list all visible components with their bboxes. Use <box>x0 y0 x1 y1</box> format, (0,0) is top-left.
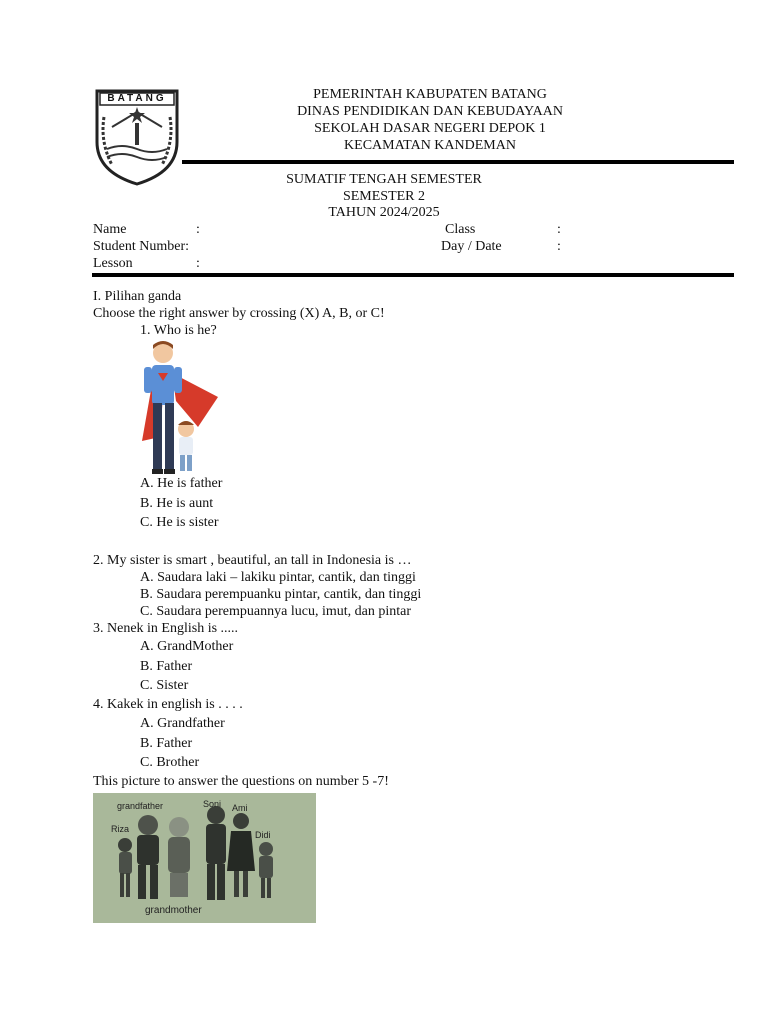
q3-option-b: B. Father <box>140 659 193 674</box>
header-divider <box>182 160 734 164</box>
q4-option-c: C. Brother <box>140 755 200 770</box>
label-ami: Ami <box>232 803 248 813</box>
q3-option-c: C. Sister <box>140 678 189 693</box>
section-heading: I. Pilihan ganda <box>93 289 182 304</box>
label-grandfather: grandfather <box>117 801 164 811</box>
q2-option-a: A. Saudara laki – lakiku pintar, cantik, dan tinggi <box>140 570 416 585</box>
student-number-label: Student Number: <box>93 239 190 254</box>
header-line-2: DINAS PENDIDIKAN DAN KEBUDAYAAN <box>297 104 563 119</box>
q4-option-a: A. Grandfather <box>140 716 225 731</box>
identity-divider <box>92 273 734 277</box>
day-date-label: Day / Date <box>441 239 502 254</box>
q2-option-c: C. Saudara perempuannya lucu, imut, dan pintar <box>140 604 411 619</box>
superhero-father-image <box>138 341 220 476</box>
question-2: 2. My sister is smart , beautiful, an tall in Indonesia is … <box>93 553 412 568</box>
q1-option-c: C. He is sister <box>140 515 219 530</box>
q4-option-b: B. Father <box>140 736 193 751</box>
q1-option-b: B. He is aunt <box>140 496 214 511</box>
class-label: Class <box>445 222 476 237</box>
question-1: 1. Who is he? <box>140 323 217 338</box>
label-riza: Riza <box>111 824 130 834</box>
logo-text: BATANG <box>107 93 167 104</box>
name-colon: : <box>196 222 200 237</box>
q3-option-a: A. GrandMother <box>140 639 234 654</box>
class-colon: : <box>557 222 561 237</box>
header-line-1: PEMERINTAH KABUPATEN BATANG <box>313 87 547 102</box>
name-label: Name <box>93 222 127 237</box>
question-3: 3. Nenek in English is ..... <box>93 621 239 636</box>
question-4: 4. Kakek in english is . . . . <box>93 697 243 712</box>
exam-semester: SEMESTER 2 <box>342 189 426 204</box>
family-photo <box>93 793 316 923</box>
exam-title: SUMATIF TENGAH SEMESTER <box>286 172 482 187</box>
header-line-4: KECAMATAN KANDEMAN <box>344 138 516 153</box>
label-soni: Soni <box>203 799 222 809</box>
exam-year: TAHUN 2024/2025 <box>328 205 440 220</box>
section-instruction: Choose the right answer by crossing (X) A, B, or C! <box>93 306 385 321</box>
lesson-label: Lesson <box>93 256 133 271</box>
lesson-colon: : <box>196 256 200 271</box>
label-grandmother: grandmother <box>145 905 202 916</box>
day-date-colon: : <box>557 239 561 254</box>
label-didi: Didi <box>255 830 271 840</box>
picture-note: This picture to answer the questions on number 5 -7! <box>93 774 389 789</box>
q2-option-b: B. Saudara perempuanku pintar, cantik, dan tinggi <box>140 587 422 602</box>
q1-option-a: A. He is father <box>140 476 223 491</box>
header-line-3: SEKOLAH DASAR NEGERI DEPOK 1 <box>314 121 546 136</box>
